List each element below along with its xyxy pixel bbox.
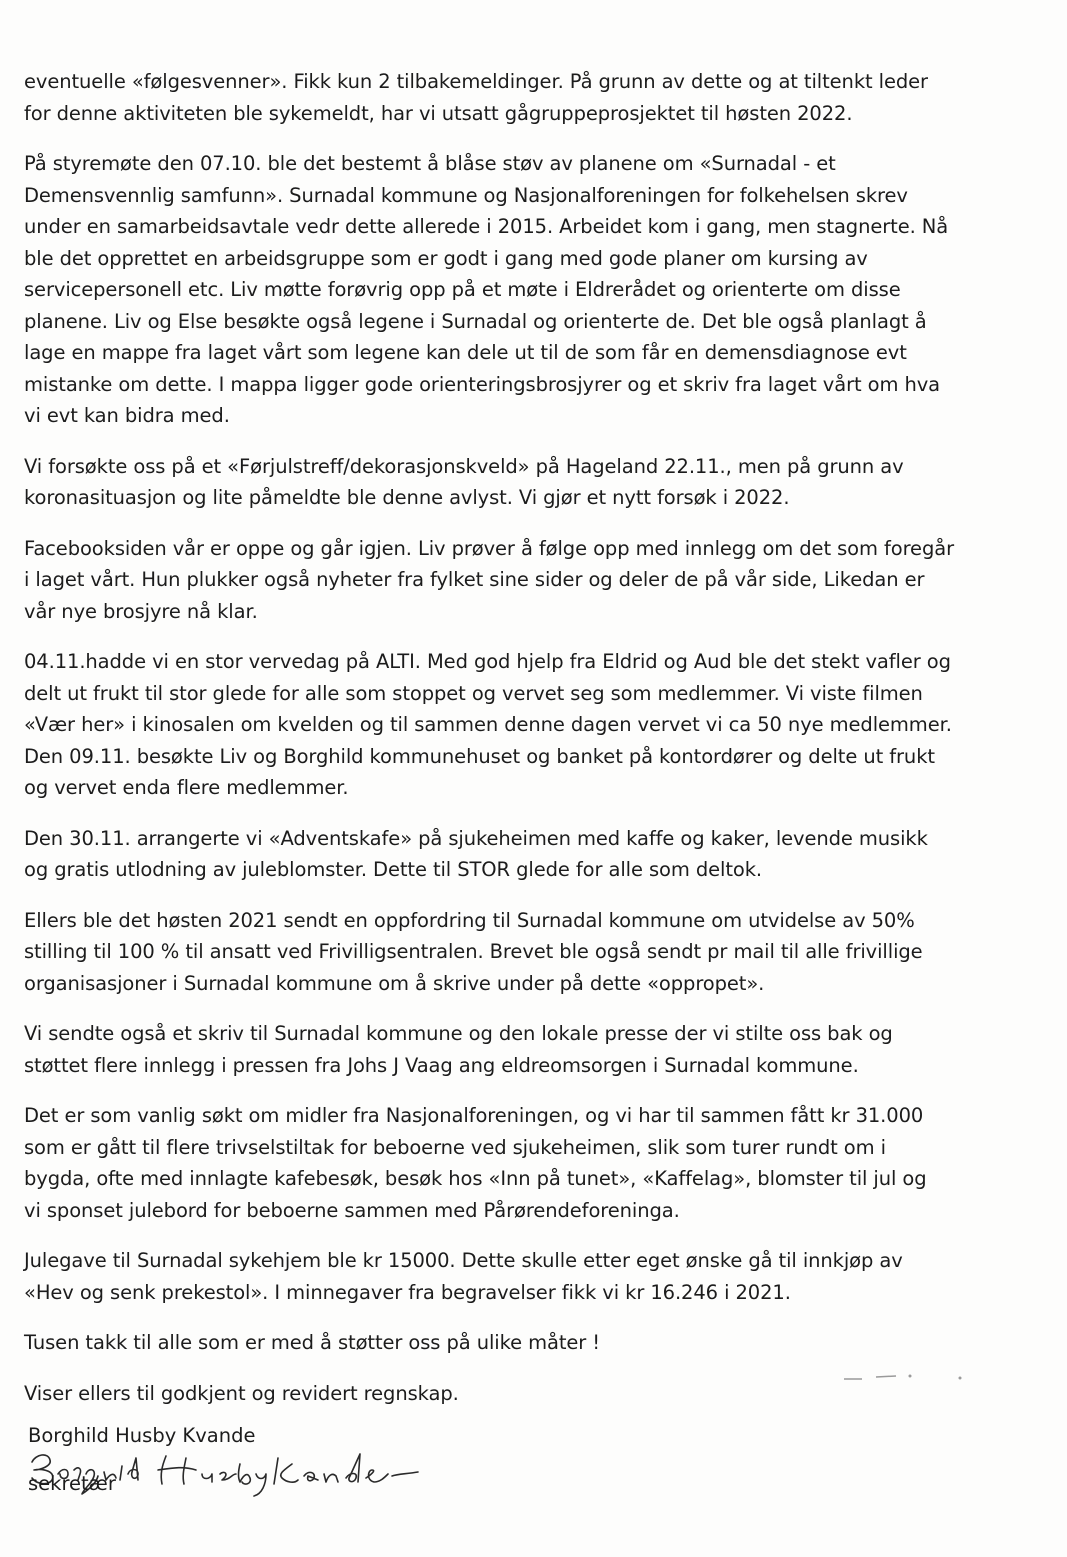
paragraph-vervedag: 04.11.hadde vi en stor vervedag på ALTI. Med god hjelp fra Eldrid og Aud ble det stekt vafler og delt ut frukt til stor glede for alle som stoppet og vervet seg som medlemmer. Vi viste filmen «Vær her» i kinosalen om kvelden og til sammen denne dagen vervet vi ca 50 nye medlemmer. Den 09.11. besøkte Liv og Borghild kommunehuset og banket på kontordører og delte ut frukt og vervet enda flere medlemmer. [24,650,952,799]
scan-specks [840,1372,980,1384]
paragraph-frivilligsentralen: Ellers ble det høsten 2021 sendt en oppfordring til Surnadal kommune om utvidelse av 50% stilling til 100 % til ansatt ved Frivilligsentralen. Brevet ble også sendt pr mail til alle frivillige organisasjoner i Surnadal kommune om å skrive under på dette «oppropet». [24,908,923,995]
paragraph-regnskap: Viser ellers til godkjent og revidert regnskap. [24,1381,459,1405]
paragraph-demensvennlig: På styremøte den 07.10. ble det bestemt å blåse støv av planene om «Surnadal - et Demensvennlig samfunn». Surnadal kommune og Nasjonalforeningen for folkehelsen skrev under en samarbeidsavtale vedr dette allerede i 2015. Arbeidet kom i gang, men stagnerte. Nå ble det opprettet en arbeidsgruppe som er godt i gang med gode planer om kursing av servicepersonell etc. Liv møtte forøvrig opp på et møte i Eldrerådet og orienterte om disse planene. Liv og Else besøkte også legene i Surnadal og orienterte de. Det ble også planlagt å lage en mappe fra laget vårt som legene kan dele ut til de som får en demensdiagnose evt mistanke om dette. I mappa ligger gode orienteringsbrosjyrer og et skriv fra laget vårt om hva vi evt kan bidra med. [24,152,949,427]
paragraph-facebook: Facebooksiden vår er oppe og går igjen. Liv prøver å følge opp med innlegg om det som foregår i laget vårt. Hun plukker også nyheter fra fylket sine sider og deler de på vår side, Likedan er vår nye brosjyre nå klar. [24,536,954,623]
paragraph-presse: Vi sendte også et skriv til Surnadal kommune og den lokale presse der vi stilte oss bak og støttet flere innlegg i pressen fra Johs J Vaag ang eldreomsorgen i Surnadal kommune. [24,1022,893,1077]
signature-title: sekretær [28,1472,116,1495]
signature-name: Borghild Husby Kvande [28,1424,256,1447]
document-body [24,66,1042,1428]
paragraph-thanks: Tusen takk til alle som er med å støtter oss på ulike måter ! [24,1331,600,1354]
paragraph-folgesvenner: eventuelle «følgesvenner». Fikk kun 2 tilbakemeldinger. På grunn av dette og at tiltenkt leder for denne aktiviteten ble sykemeldt, har vi utsatt gågruppeprosjektet til høsten 2022. [24,70,928,125]
paragraph-midler: Det er som vanlig søkt om midler fra Nasjonalforeningen, og vi har til sammen fått kr 31.000 som er gått til flere trivselstiltak for beboerne ved sjukeheimen, slik som turer rundt om i bygda, ofte med innlagte kafebesøk, besøk hos «Inn på tunet», «Kaffelag», blomster til jul og vi sponset julebord for beboerne sammen med Pårørendeforeninga. [24,1104,927,1222]
paragraph-julegave: Julegave til Surnadal sykehjem ble kr 15000. Dette skulle etter eget ønske gå til innkjøp av «Hev og senk prekestol». I minnegaver fra begravelser fikk vi kr 16.246 i 2021. [24,1249,903,1304]
paragraph-adventskafe: Den 30.11. arrangerte vi «Adventskafe» på sjukeheimen med kaffe og kaker, levende musikk og gratis utlodning av juleblomster. Dette til STOR glede for alle som deltok. [24,826,928,881]
signature-block [28,1422,528,1495]
paragraph-forjulstreff: Vi forsøkte oss på et «Førjulstreff/dekorasjonskveld» på Hageland 22.11., men på grunn av koronasituasjon og lite påmeldte ble denne avlyst. Vi gjør et nytt forsøk i 2022. [24,454,904,509]
